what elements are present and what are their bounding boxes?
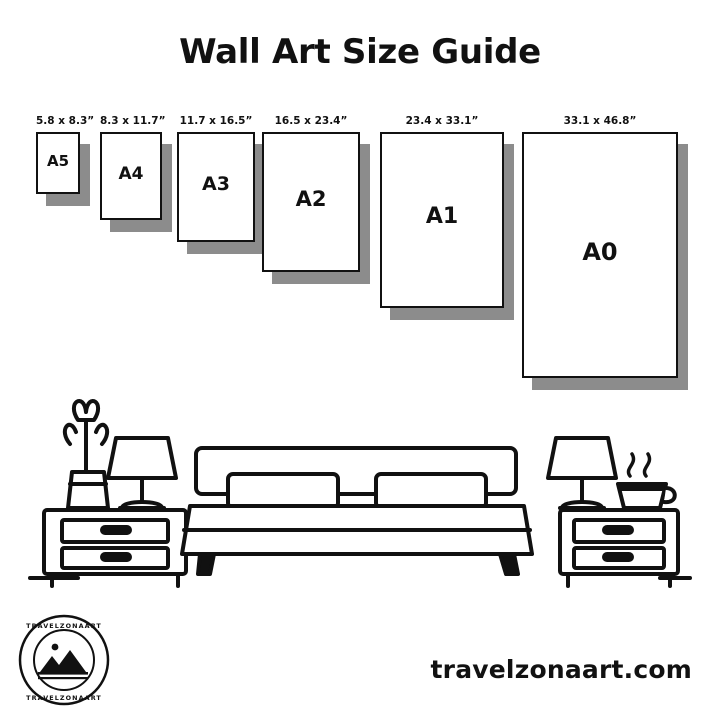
flower-vase: [65, 401, 108, 508]
frame-size-label: A1: [425, 204, 459, 230]
frame-dimension-label: 23.4 x 33.1”: [405, 115, 479, 127]
bedroom-illustration: [0, 372, 720, 612]
right-table-lamp: [548, 438, 616, 508]
frame-dimension-label: 5.8 x 8.3”: [36, 115, 95, 127]
page-title: Wall Art Size Guide: [179, 32, 541, 72]
frame-dimension-label: 8.3 x 11.7”: [100, 115, 166, 127]
logo-text-bottom: TRAVELZONAART: [26, 694, 102, 702]
brand-logo: [18, 614, 110, 706]
right-nightstand: [560, 510, 678, 586]
left-table-lamp: [108, 438, 176, 508]
frame-a3: [177, 100, 265, 254]
frame-size-label: A4: [118, 163, 144, 184]
website-url: travelzonaart.com: [430, 655, 692, 684]
bed: [182, 448, 532, 574]
frame-size-chart: [0, 100, 720, 400]
coffee-cup: [618, 454, 675, 508]
frame-size-label: A5: [46, 152, 70, 171]
frame-a1: [380, 100, 514, 320]
frame-size-label: A2: [295, 186, 327, 211]
frame-size-label: A3: [202, 173, 230, 196]
left-nightstand: [44, 510, 186, 586]
frame-a4: [100, 100, 172, 232]
frame-a5: [36, 100, 95, 206]
frame-size-label: A0: [582, 237, 618, 266]
frame-a0: [522, 100, 688, 390]
frame-dimension-label: 11.7 x 16.5”: [179, 115, 253, 127]
frame-a2: [262, 100, 370, 284]
logo-text-top: TRAVELZONAART: [26, 622, 102, 630]
frame-dimension-label: 16.5 x 23.4”: [274, 115, 348, 127]
frame-dimension-label: 33.1 x 46.8”: [563, 115, 637, 127]
